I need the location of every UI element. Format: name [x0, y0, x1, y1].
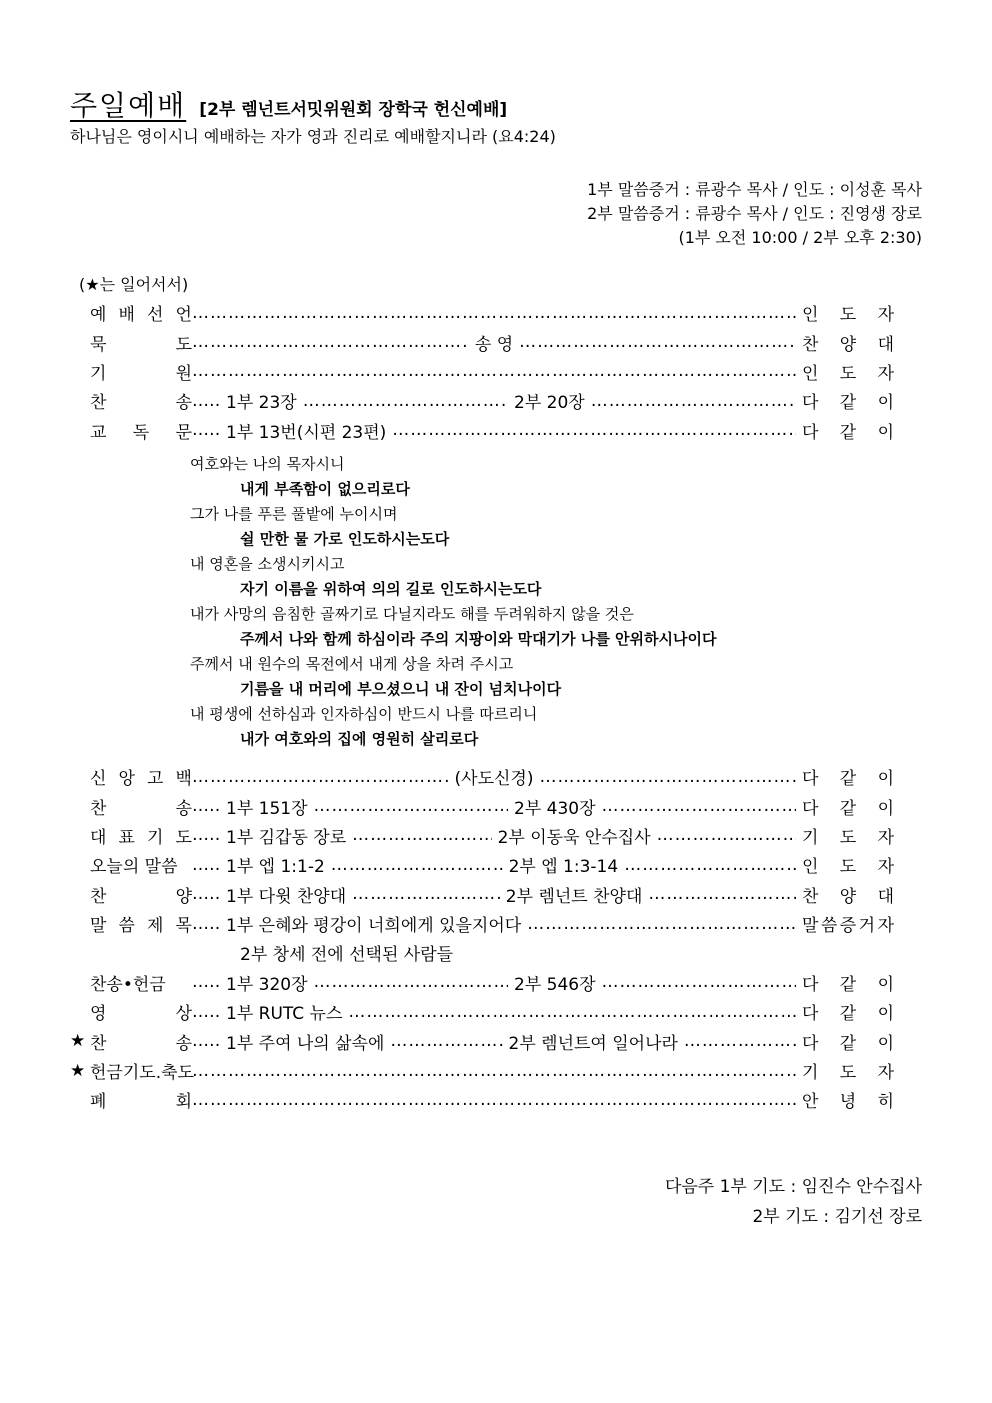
dot-leader	[602, 796, 796, 816]
reading-response: 내가 여호와의 집에 영원히 살리로다	[240, 730, 479, 748]
responder-char: 자	[877, 857, 894, 878]
responder-char: 히	[877, 1092, 894, 1113]
order-item-body	[192, 1029, 796, 1054]
label-char: 찬	[90, 393, 107, 414]
responder-char: 씀	[820, 916, 838, 937]
order-item	[70, 1026, 894, 1055]
order-item-part2: 2부 546장	[514, 974, 596, 995]
dot-leader	[624, 855, 796, 875]
label-char: 선	[147, 305, 164, 326]
order-item	[70, 821, 894, 850]
responder-char: 도	[839, 1063, 857, 1084]
responder-char: 다	[802, 1033, 819, 1054]
order-item	[70, 997, 894, 1026]
order-item-body	[192, 764, 796, 789]
order-item	[70, 1085, 894, 1114]
dot-leader	[390, 1031, 502, 1051]
reading-response: 쉴 만한 물 가로 인도하시는도다	[240, 530, 450, 548]
order-item	[70, 1056, 894, 1085]
dot-leader	[192, 855, 220, 875]
dot-leader	[192, 1031, 220, 1051]
order-item	[70, 327, 894, 356]
label-char: 목	[175, 916, 192, 937]
responder-char: 안	[802, 1092, 819, 1113]
standing-mark: ★	[70, 1060, 86, 1081]
label-char: 배	[118, 305, 135, 326]
order-item	[70, 298, 894, 327]
label-char: 영	[90, 1004, 107, 1025]
dot-leader	[591, 391, 796, 411]
order-item-label	[90, 852, 192, 877]
reading-lead: 여호와는 나의 목자시니	[190, 455, 345, 473]
order-item	[70, 968, 894, 997]
responder-char: 다	[802, 393, 819, 414]
responder-char: 말	[802, 916, 819, 937]
label-char: 송	[175, 1033, 192, 1054]
order-item-body	[192, 970, 796, 995]
reading-lead: 그가 나를 푸른 풀밭에 누이시며	[190, 505, 398, 523]
dot-leader	[192, 884, 220, 904]
reading-lead: 내 영혼을 소생시키시고	[190, 555, 345, 573]
order-item-label	[90, 970, 192, 995]
order-item-part2: 2부 20장	[514, 393, 585, 414]
next-week-prayer	[665, 1172, 922, 1232]
reading-response: 주께서 나와 함께 하심이라 주의 지팡이와 막대기가 나를 안위하시나이다	[240, 630, 717, 648]
dot-leader	[539, 767, 796, 787]
reading-response: 내게 부족함이 없으리로다	[240, 480, 410, 498]
label-char: 찬	[90, 886, 107, 907]
label-char: 도	[175, 827, 192, 848]
dot-leader	[314, 972, 508, 992]
order-item-label	[90, 1087, 192, 1112]
label-char: 묵	[90, 334, 107, 355]
order-item	[70, 850, 894, 879]
label-char: 문	[175, 422, 192, 443]
order-item-responder	[796, 999, 894, 1024]
label-char: 씀	[118, 916, 135, 937]
responder-char: 자	[877, 827, 894, 848]
order-item-label	[90, 1058, 192, 1083]
dot-leader	[602, 972, 796, 992]
dot-leader	[192, 767, 449, 787]
responder-char: 같	[839, 769, 857, 790]
order-item-body	[192, 330, 796, 355]
order-item-label	[90, 764, 192, 789]
responder-char: 자	[877, 305, 894, 326]
label-char: 언	[175, 305, 192, 326]
order-item-part2: 2부 430장	[514, 798, 596, 819]
order-item-responder	[796, 1029, 894, 1054]
label-char: 표	[118, 827, 135, 848]
responder-char: 같	[839, 422, 857, 443]
dot-leader	[192, 332, 469, 352]
order-item-responder	[796, 911, 894, 936]
order-item-label	[90, 418, 192, 443]
order-item-part1: 1부 은혜와 평강이 너희에게 있을지어다	[226, 916, 522, 937]
responder-char: 다	[802, 422, 819, 443]
label-char: 기	[90, 363, 107, 384]
label-char: 말	[90, 916, 107, 937]
dot-leader	[352, 825, 491, 845]
order-item-part1: 1부 320장	[226, 974, 308, 995]
responder-char: 이	[877, 422, 894, 443]
order-item	[70, 386, 894, 415]
order-item-body	[192, 999, 796, 1024]
dot-leader	[352, 884, 500, 904]
responder-char: 자	[877, 1063, 894, 1084]
dot-leader	[519, 332, 796, 352]
label-char: 회	[175, 1092, 192, 1113]
order-item-label	[90, 882, 192, 907]
next-week-prayer-1: 다음주 1부 기도 : 임진수 안수집사	[664, 1177, 922, 1197]
responder-char: 같	[839, 393, 857, 414]
reading-lead: 내 평생에 선하심과 인자하심이 반드시 나를 따르리니	[190, 705, 538, 723]
responder-char: 도	[839, 363, 857, 384]
order-item-responder	[796, 764, 894, 789]
responder-char: 인	[802, 363, 819, 384]
order-item-body	[192, 852, 796, 877]
order-item	[70, 909, 894, 938]
dot-leader	[192, 1061, 796, 1081]
order-item-responder	[796, 300, 894, 325]
label-char: 백	[175, 769, 192, 790]
label-char: 헌금기도.축도	[90, 1063, 194, 1084]
order-item-part1: 1부 엡 1:1-2	[226, 857, 325, 878]
order-item-part1: 1부 다윗 찬양대	[226, 886, 347, 907]
order-item	[70, 791, 894, 820]
responder-char: 다	[802, 1004, 819, 1025]
order-item-part1: 1부 주여 나의 삶속에	[226, 1033, 385, 1054]
dot-leader	[303, 391, 508, 411]
responder-char: 기	[802, 827, 819, 848]
responder-char: 같	[839, 1004, 857, 1025]
responder-char: 이	[877, 393, 894, 414]
dot-leader	[648, 884, 796, 904]
label-char: 찬	[90, 798, 107, 819]
label-char: 폐	[90, 1092, 107, 1113]
reading-response: 기름을 내 머리에 부으셨으니 내 잔이 넘치나이다	[240, 680, 562, 698]
dot-leader	[331, 855, 503, 875]
responder-char: 양	[839, 334, 857, 355]
order-item-label	[90, 999, 192, 1024]
label-char: 찬	[90, 1033, 107, 1054]
order-item-part1: 1부 RUTC 뉴스	[226, 1004, 343, 1025]
order-item-responder	[796, 970, 894, 995]
dot-leader	[314, 796, 508, 816]
order-item-label	[90, 388, 192, 413]
responder-char: 이	[877, 769, 894, 790]
order-item-responder	[796, 359, 894, 384]
responder-char: 찬	[802, 886, 819, 907]
order-item-label	[90, 300, 192, 325]
order-item-body	[192, 303, 796, 323]
order-item-part2: 2부 이동욱 안수집사	[497, 827, 651, 848]
order-item	[70, 416, 894, 445]
order-item-responder	[796, 794, 894, 819]
order-item-label	[90, 330, 192, 355]
order-item-part2: 2부 렘넌트여 일어나라	[508, 1033, 678, 1054]
dot-leader	[348, 1002, 796, 1022]
dot-leader	[527, 914, 796, 934]
standing-note: (★는 일어서서)	[79, 275, 189, 294]
order-item-subline	[70, 938, 894, 967]
responder-char: 같	[839, 1033, 857, 1054]
label-char: 기	[147, 827, 164, 848]
order-item-part2: 2부 엡 1:3-14	[508, 857, 619, 878]
order-item-body	[192, 361, 796, 381]
order-item-middle: 송 영	[474, 334, 514, 355]
order-item-part1: 1부 김갑동 장로	[226, 827, 347, 848]
responder-char: 다	[802, 974, 819, 995]
responder-char: 이	[877, 1033, 894, 1054]
order-item-responder	[796, 1058, 894, 1083]
preacher-line-1: 1부 말씀증거 : 류광수 목사 / 인도 : 이성훈 목사	[587, 180, 922, 199]
responder-char: 이	[877, 798, 894, 819]
order-item-label	[90, 1029, 192, 1054]
responder-char: 양	[839, 886, 857, 907]
responder-char: 같	[839, 798, 857, 819]
order-item-body	[192, 882, 796, 907]
order-item-sub: 2부 창세 전에 선택된 사람들	[240, 945, 454, 966]
order-item-label	[90, 823, 192, 848]
label-char: 교	[90, 422, 107, 443]
responder-char: 대	[877, 334, 894, 355]
responder-char: 도	[839, 827, 857, 848]
page-subtitle: [2부 렘넌트서밋위원회 장학국 헌신예배]	[199, 100, 508, 120]
reading-lead: 주께서 내 원수의 목전에서 내게 상을 차려 주시고	[190, 655, 514, 673]
preacher-info	[587, 178, 922, 250]
order-item-body	[192, 823, 796, 848]
order-item-label	[90, 359, 192, 384]
order-item-part1: 1부 13번(시편 23편)	[226, 422, 387, 443]
order-item-responder	[796, 330, 894, 355]
order-item-part2: 2부 렘넌트 찬양대	[505, 886, 643, 907]
order-item-middle: (사도신경)	[454, 769, 534, 790]
order-item-body	[192, 388, 796, 413]
responsive-reading	[190, 452, 716, 752]
dot-leader	[192, 420, 220, 440]
next-week-prayer-2: 2부 기도 : 김기선 장로	[752, 1207, 922, 1227]
standing-mark: ★	[70, 1031, 86, 1052]
label-char: 제	[147, 916, 164, 937]
order-item	[70, 357, 894, 386]
responder-char: 인	[802, 857, 819, 878]
reading-response: 자기 이름을 위하여 의의 길로 인도하시는도다	[240, 580, 542, 598]
dot-leader	[192, 361, 796, 381]
responder-char: 다	[802, 798, 819, 819]
responder-char: 도	[839, 857, 857, 878]
responder-char: 도	[839, 305, 857, 326]
label-char: 앙	[118, 769, 135, 790]
order-item-responder	[796, 388, 894, 413]
responder-char: 이	[877, 974, 894, 995]
responder-char: 녕	[839, 1092, 857, 1113]
responder-char: 이	[877, 1004, 894, 1025]
order-item-body	[192, 418, 796, 443]
responder-char: 거	[858, 916, 876, 937]
dot-leader	[192, 1090, 796, 1110]
order-item-responder	[796, 1087, 894, 1112]
order-item-responder	[796, 882, 894, 907]
order-item-part1: 1부 151장	[226, 798, 308, 819]
order-item	[70, 762, 894, 791]
responder-char: 기	[802, 1063, 819, 1084]
label-char: 오늘의 말씀	[90, 857, 178, 878]
label-char: 상	[175, 1004, 192, 1025]
order-item-part1: 1부 23장	[226, 393, 297, 414]
label-char: 송	[175, 393, 192, 414]
dot-leader	[392, 420, 796, 440]
service-times: (1부 오전 10:00 / 2부 오후 2:30)	[678, 228, 922, 247]
responder-char: 대	[877, 886, 894, 907]
responder-char: 자	[877, 916, 894, 937]
dot-leader	[192, 1002, 220, 1022]
dot-leader	[192, 303, 796, 323]
label-char: 찬송•헌금	[90, 974, 166, 995]
label-char: 원	[175, 363, 192, 384]
reading-lead: 내가 사망의 음침한 골짜기로 다닐지라도 해를 두려워하지 않을 것은	[190, 605, 634, 623]
label-char: 고	[147, 769, 164, 790]
dot-leader	[192, 914, 220, 934]
dot-leader	[684, 1031, 796, 1051]
header	[70, 84, 507, 124]
order-item	[70, 880, 894, 909]
order-item-body	[192, 911, 796, 936]
order-item-responder	[796, 852, 894, 877]
label-char: 양	[175, 886, 192, 907]
label-char: 독	[132, 422, 150, 443]
label-char: 신	[90, 769, 107, 790]
label-char: 도	[175, 334, 192, 355]
dot-leader	[657, 825, 796, 845]
responder-char: 인	[802, 305, 819, 326]
responder-char: 자	[877, 363, 894, 384]
order-item-body	[192, 1090, 796, 1110]
order-item-responder	[796, 823, 894, 848]
label-char: 예	[90, 305, 107, 326]
dot-leader	[192, 391, 220, 411]
responder-char: 찬	[802, 334, 819, 355]
order-item-body	[192, 794, 796, 819]
dot-leader	[192, 796, 220, 816]
dot-leader	[192, 972, 220, 992]
order-item-responder	[796, 418, 894, 443]
page-title: 주일예배	[70, 89, 187, 122]
label-char: 대	[90, 827, 107, 848]
order-item-label	[90, 794, 192, 819]
label-char: 송	[175, 798, 192, 819]
responder-char: 증	[839, 916, 857, 937]
responder-char: 다	[802, 769, 819, 790]
responder-char: 같	[839, 974, 857, 995]
preacher-line-2: 2부 말씀증거 : 류광수 목사 / 인도 : 진영생 장로	[587, 204, 922, 223]
dot-leader	[192, 825, 220, 845]
order-item-label	[90, 911, 192, 936]
theme-verse: 하나님은 영이시니 예배하는 자가 영과 진리로 예배할지니라 (요4:24)	[70, 127, 556, 146]
order-item-body	[192, 1061, 796, 1081]
